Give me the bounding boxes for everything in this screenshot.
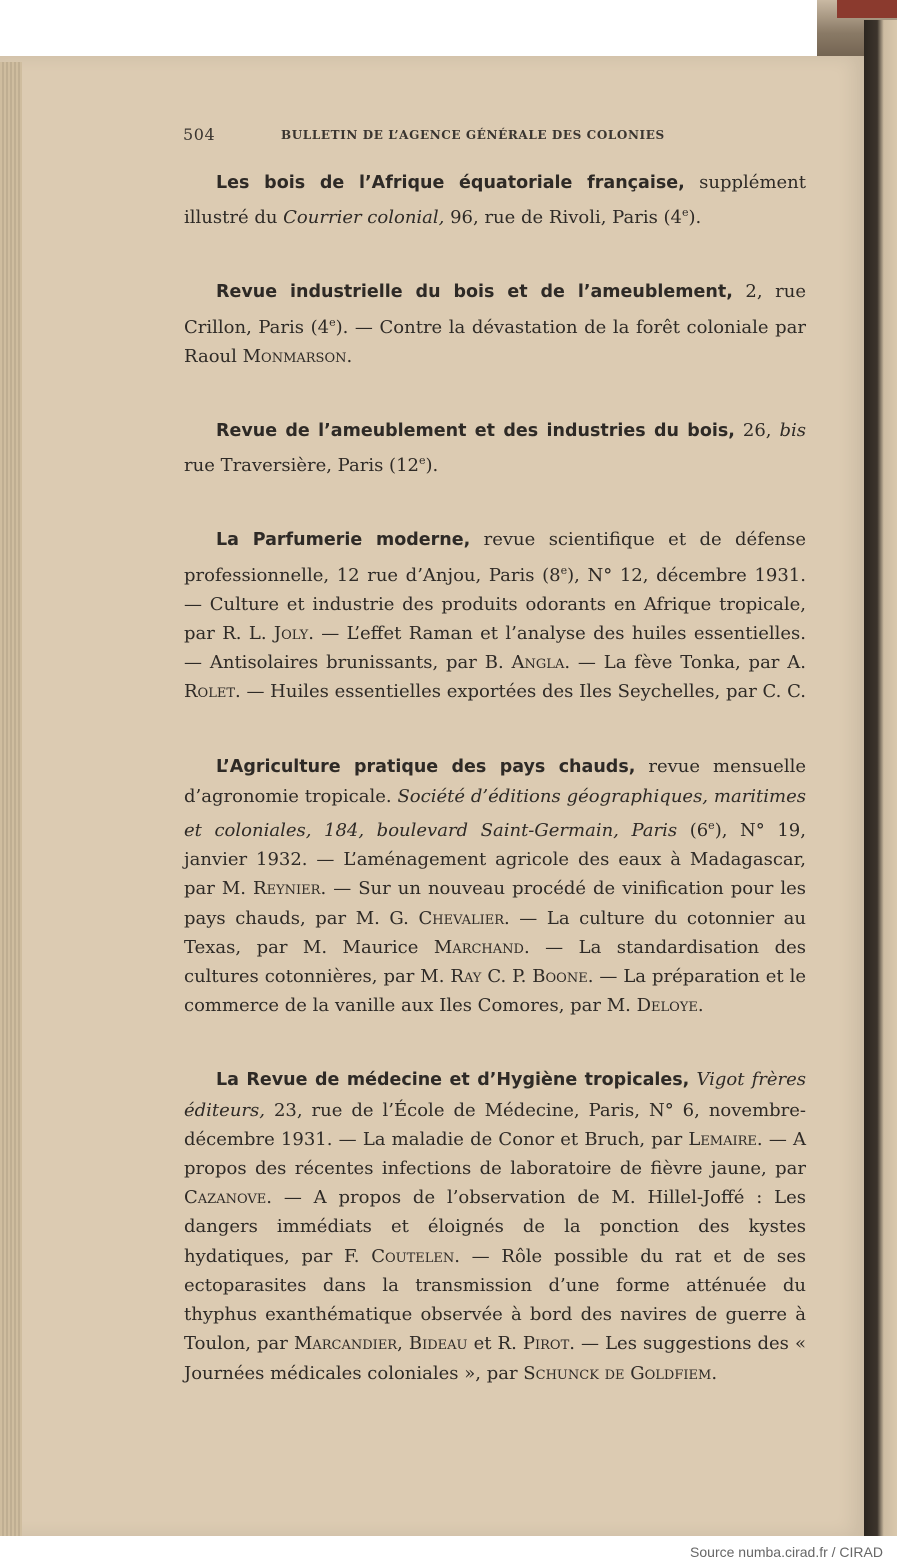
italic-text: Société d’éditions géographiques, maritimes et coloniales, 184, boulevard Saint-Germain, Paris [184, 785, 807, 842]
bibliography-list [184, 168, 806, 1433]
author-name: Joly [273, 623, 309, 645]
bibliography-entry [184, 525, 806, 706]
italic-text: bis [779, 420, 806, 442]
author-name: Pirot [522, 1333, 570, 1355]
entry-paragraph: Les bois de l’Afrique équatoriale française, supplément illustré du Courrier colonial, 96, rue de Rivoli, Paris (4e). [184, 172, 807, 229]
entry-paragraph: Revue industrielle du bois et de l’ameublement, 2, rue Crillon, Paris (4e). — Contre la dévastation de la forêt coloniale par Raoul Monmarson. [184, 281, 806, 367]
author-name: Marcandier [293, 1333, 398, 1355]
author-name: Marchand [433, 936, 524, 958]
entry-title: Les bois de l’Afrique équatoriale française, [216, 173, 685, 193]
author-name: Cazanove [184, 1187, 267, 1209]
italic-text: Vigot frères éditeurs, [184, 1069, 806, 1121]
bibliography-entry [184, 1065, 806, 1387]
page-stack-edge [0, 62, 22, 1536]
running-title: BULLETIN DE L’AGENCE GÉNÉRALE DES COLONIES [281, 128, 665, 142]
author-name: Rolet [184, 681, 236, 703]
author-name: Lemaire [688, 1128, 757, 1150]
superscript: e [682, 206, 689, 220]
superscript: e [329, 315, 336, 329]
author-name: Angla [511, 652, 565, 674]
entry-title: La Parfumerie moderne, [216, 530, 471, 551]
author-name: Reynier [253, 878, 321, 900]
superscript: e [560, 563, 568, 577]
source-credit: Source numba.cirad.fr / CIRAD [690, 1544, 883, 1560]
superscript: e [418, 454, 426, 468]
author-name: Coutelen [371, 1245, 455, 1267]
author-name: Chevalier [418, 907, 505, 929]
bibliography-entry [184, 416, 806, 480]
superscript: e [708, 819, 715, 833]
author-name: Schunck de Goldfiem [523, 1362, 712, 1384]
entry-paragraph: La Parfumerie moderne, revue scientifique et de défense professionnelle, 12 rue d’Anjou, Paris (8e), N° 12, décembre 1931. — Culture et industrie des produits odorants en Afrique tropicale, par R. L. Joly. — L’effet Raman et l’analyse des huiles essentielles. — Antisolaires brunissants, par B. Angla. — La fève Tonka, par A. Rolet. — Huiles essentielles exportées des Iles Seychelles, par C. C. [184, 529, 807, 703]
entry-title: L’Agriculture pratique des pays chauds, [216, 756, 636, 777]
author-name: Deloye [636, 995, 698, 1017]
scan-bottom-margin [0, 1536, 897, 1566]
author-name: Ray [450, 966, 482, 988]
entry-paragraph: L’Agriculture pratique des pays chauds, revue mensuelle d’agronomie tropicale. Société d’éditions géographiques, maritimes et coloniales, 184, boulevard Saint-Germain, Paris (6e), N° 19, janvier 1932. — L’aménagement agricole des eaux à Madagascar, par M. Reynier. — Sur un nouveau procédé de vinification pour les pays chauds, par M. G. Chevalier. — La culture du cotonnier au Texas, par M. Maurice Marchand. — La standardisation des cultures cotonnières, par M. Ray C. P. Boone. — La préparation et le commerce de la vanille aux Iles Comores, par M. Deloye. [184, 755, 807, 1017]
book-spine [837, 0, 897, 18]
author-name: Boone [532, 966, 588, 988]
book-binding [864, 20, 897, 1536]
author-name: Bideau [408, 1333, 468, 1355]
entry-title: Revue industrielle du bois et de l’ameublement, [216, 282, 733, 303]
bibliography-entry [184, 752, 806, 1021]
bibliography-entry [184, 168, 806, 232]
entry-paragraph: Revue de l’ameublement et des industries du bois, 26, bis rue Traversière, Paris (12e). [184, 420, 806, 477]
italic-text: Courrier colonial, [283, 207, 445, 229]
author-name: Monmarson [242, 345, 347, 367]
entry-title: Revue de l’ameublement et des industries du bois, [216, 421, 735, 442]
entry-title: La Revue de médecine et d’Hygiène tropicales, [216, 1070, 690, 1091]
page-number: 504 [183, 125, 216, 144]
entry-paragraph: La Revue de médecine et d’Hygiène tropicales, Vigot frères éditeurs, 23, rue de l’École de Médecine, Paris, N° 6, novembre-décembre 1931. — La maladie de Conor et Bruch, par Lemaire. — A propos des récentes infections de laboratoire de fièvre jaune, par Cazanove. — A propos de l’observation de M. Hillel-Joffé : Les dangers immédiats et éloignés de la ponction des kystes hydatiques, par F. Coutelen. — Rôle possible du rat et de ses ectoparasites dans la transmission d’une forme atténuée du thyphus exanthématique observée à bord des navires de guerre à Toulon, par Marcandier, Bideau et R. Pirot. — Les suggestions des « Journées médicales coloniales », par Schunck de Goldfiem. [184, 1069, 806, 1384]
bibliography-entry [184, 277, 806, 371]
